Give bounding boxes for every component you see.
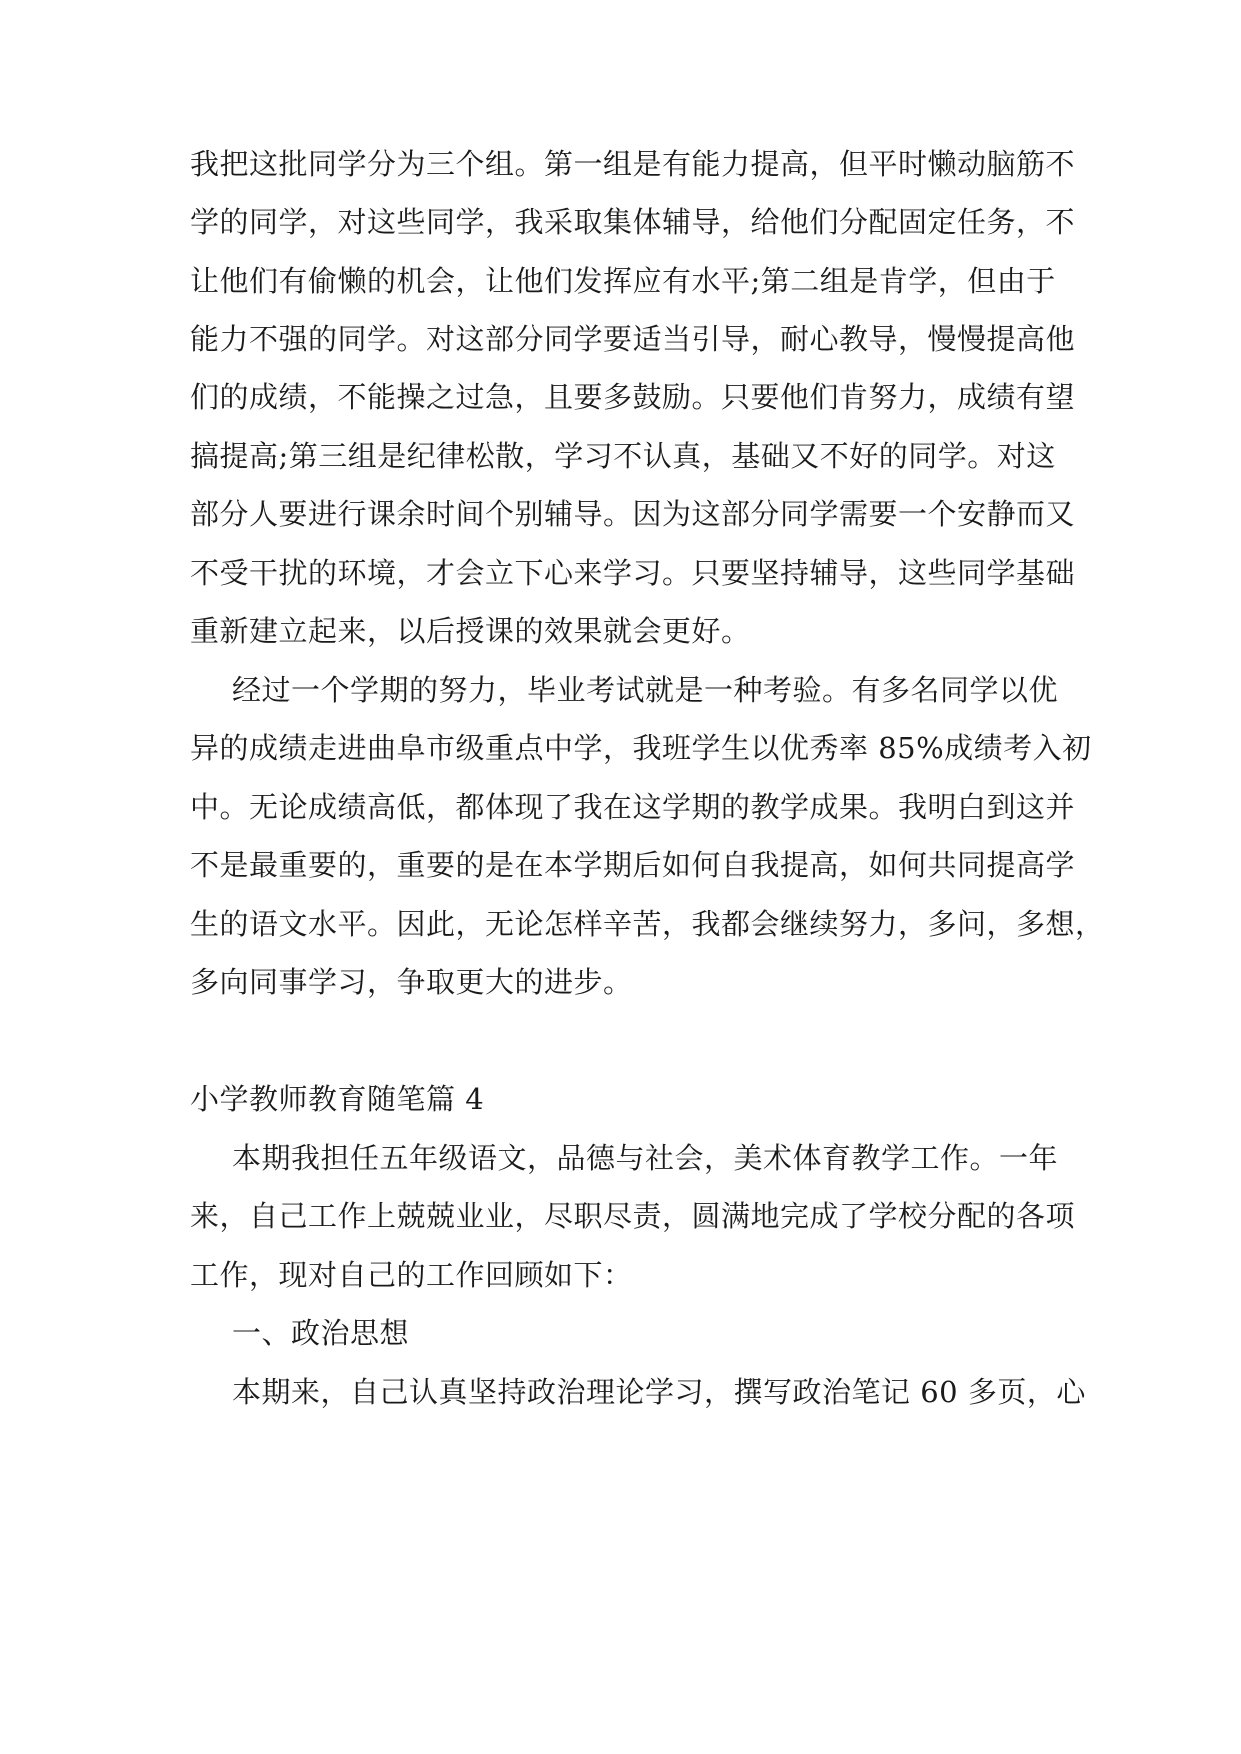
paragraph-line: 搞提高;第三组是纪律松散，学习不认真，基础又不好的同学。对这	[190, 439, 1056, 473]
paragraph-line: 生的语文水平。因此，无论怎样辛苦，我都会继续努力，多问，多想，	[190, 907, 1105, 941]
paragraph-line: 本期来，自己认真坚持政治理论学习，撰写政治笔记 60 多页，心	[232, 1375, 1086, 1409]
paragraph-line: 部分人要进行课余时间个别辅导。因为这部分同学需要一个安静而又	[190, 497, 1076, 531]
paragraph-line: 不是最重要的，重要的是在本学期后如何自我提高，如何共同提高学	[190, 848, 1076, 882]
section-heading: 小学教师教育随笔篇 4	[190, 1082, 485, 1116]
paragraph-line: 能力不强的同学。对这部分同学要适当引导，耐心教导，慢慢提高他	[190, 322, 1076, 356]
paragraph-line: 来，自己工作上兢兢业业，尽职尽责，圆满地完成了学校分配的各项	[190, 1199, 1076, 1233]
paragraph-line: 工作，现对自己的工作回顾如下：	[190, 1258, 633, 1292]
paragraph-line: 异的成绩走进曲阜市级重点中学，我班学生以优秀率 85%成绩考入初	[190, 731, 1092, 765]
paragraph-line: 中。无论成绩高低，都体现了我在这学期的教学成果。我明白到这并	[190, 790, 1076, 824]
paragraph-line: 本期我担任五年级语文，品德与社会，美术体育教学工作。一年	[232, 1141, 1059, 1175]
paragraph-line: 们的成绩，不能操之过急，且要多鼓励。只要他们肯努力，成绩有望	[190, 380, 1076, 414]
subsection-heading: 一、政治思想	[232, 1316, 410, 1350]
paragraph-line: 经过一个学期的努力，毕业考试就是一种考验。有多名同学以优	[232, 673, 1059, 707]
paragraph-line: 让他们有偷懒的机会，让他们发挥应有水平;第二组是肯学，但由于	[190, 264, 1056, 298]
paragraph-line: 学的同学，对这些同学，我采取集体辅导，给他们分配固定任务，不	[190, 205, 1076, 239]
paragraph-line: 多向同事学习，争取更大的进步。	[190, 965, 633, 999]
paragraph-line: 我把这批同学分为三个组。第一组是有能力提高，但平时懒动脑筋不	[190, 147, 1076, 181]
paragraph-line: 重新建立起来，以后授课的效果就会更好。	[190, 614, 751, 648]
paragraph-line: 不受干扰的环境，才会立下心来学习。只要坚持辅导，这些同学基础	[190, 556, 1076, 590]
